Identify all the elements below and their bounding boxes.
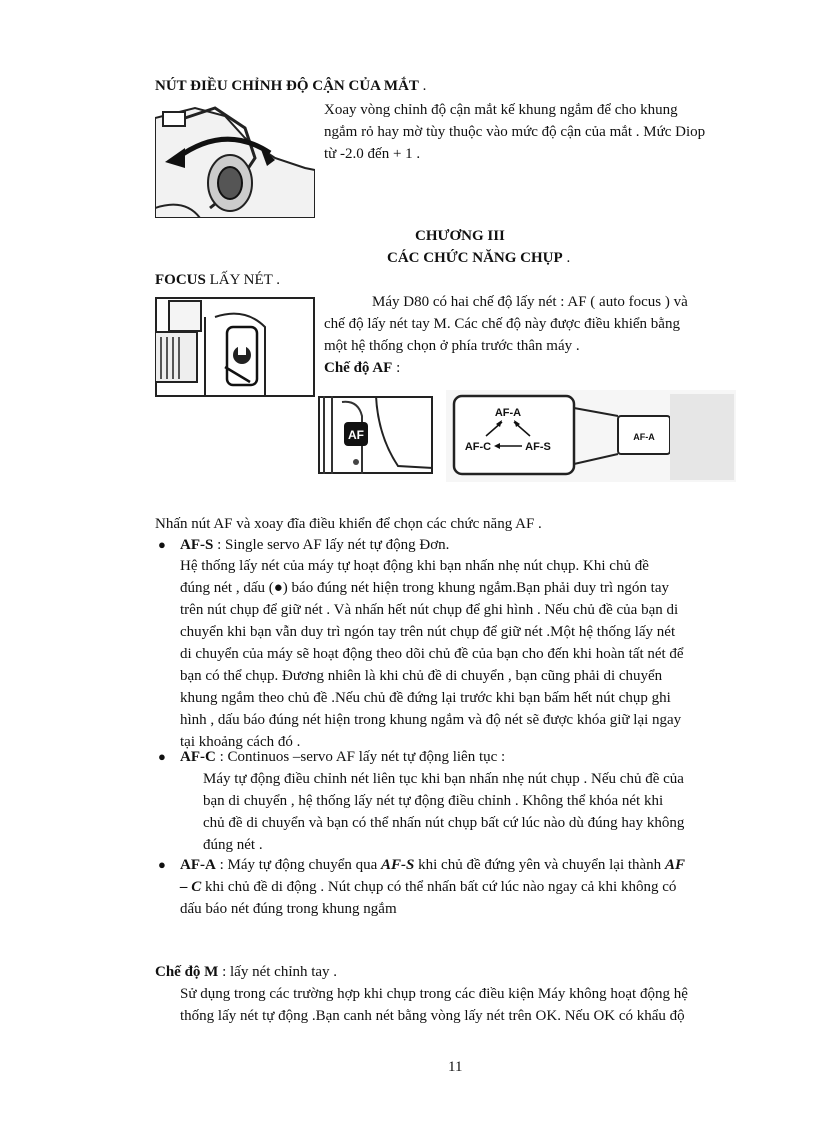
afa-line-3: dấu báo nét đúng trong khung ngắm [180,901,397,917]
page-number: 11 [448,1059,463,1075]
chapter-title: CÁC CHỨC NĂNG CHỤP . [387,250,571,266]
afc-line-4: đúng nét . [203,837,263,853]
focus-text-2: chế độ lấy nét tay M. Các chế độ này được điều khiển bằng [324,316,680,332]
af-mode-heading: Chế độ AF : [324,360,401,376]
cycle-af-c: AF-C [464,441,492,453]
af-button-label: AF [348,428,364,442]
diopter-text-2: ngắm rỏ hay mờ tùy thuộc vào mức độ cận của mắt . Mức Diop [324,124,706,140]
af-mode-cycle-diagram [446,390,736,482]
afa-line-2: – C khi chủ đề di động . Nút chụp có thể nhấn bất cứ lúc nào ngay cả khi không có [180,879,677,895]
afs-line-2: đúng nét , dấu (●) báo đúng nét hiện trong khung ngắm.Bạn phải duy trì ngón tay [180,580,669,596]
afs-title: AF-S : Single servo AF lấy nét tự động Đơn. [180,537,450,553]
focus-selector-illustration [155,297,315,397]
focus-heading: FOCUS LẤY NÉT . [155,272,281,288]
diopter-text-1: Xoay vòng chỉnh độ cận mắt kế khung ngắm để cho khung [324,102,678,118]
afs-line-9: tại khoảng cách đó . [180,734,301,750]
afs-line-6: bạn có thể chụp. Đương nhiên là khi chủ đề di chuyển , bạn cũng phải di chuyển [180,668,663,684]
afc-line-2: bạn di chuyển , hệ thống lấy nét tự động điều chỉnh . Không thể khóa nét khi [203,793,664,809]
bullet-afa: ● [158,857,166,872]
afs-line-5: di chuyển của máy sẽ hoạt động theo dõi chủ đề của bạn cho đến khi hoàn tất nét để [180,646,684,662]
afa-line-1: AF-A : Máy tự động chuyển qua AF-S khi chủ đề đứng yên và chuyển lại thành AF [180,857,685,873]
af-intro: Nhấn nút AF và xoay đĩa điều khiển để chọn các chức năng AF . [155,516,542,532]
focus-text-3: một hệ thống chọn ở phía trước thân máy . [324,338,580,354]
afs-line-3: trên nút chụp để giữ nét . Và nhấn hết nút chụp để ghi hình . Nếu chủ đề của bạn di [180,602,679,618]
diopter-heading: NÚT ĐIỀU CHỈNH ĐỘ CẬN CỦA MẮT . [155,78,427,94]
manual-line-2: thống lấy nét tự động .Bạn canh nét bằng vòng lấy nét trên OK. Nếu OK có khẩu độ [180,1008,685,1024]
afs-line-8: hình , dấu báo đúng nét hiện trong khung ngắm và độ nét sẽ được khóa giữ lại ngay [180,712,682,728]
afs-line-7: khung ngắm theo chủ đề .Nếu chủ đề đứng lại trước khi bạn bấm hết nút chụp ghi [180,690,671,706]
afs-line-1: Hệ thống lấy nét của máy tự hoạt động khi bạn nhấn nhẹ nút chụp. Khi chủ đề [180,558,649,574]
bullet-afc: ● [158,749,166,764]
diopter-text-3: từ -2.0 đến + 1 . [324,146,421,162]
diopter-eyepiece-illustration [155,98,315,218]
manual-line-1: Sử dụng trong các trường hợp khi chụp trong các điều kiện Máy không hoạt động hệ [180,986,688,1002]
bullet-afs: ● [158,537,166,552]
manual-heading: Chế độ M : lấy nét chỉnh tay . [155,964,338,980]
af-button-illustration [318,396,433,474]
afs-line-4: chuyển khi bạn vẫn duy trì ngón tay trên nút chụp để giữ nét .Một hệ thống lấy nét [180,624,676,640]
chapter-number: CHƯƠNG III [415,228,505,244]
cycle-af-a: AF-A [494,407,522,419]
afc-line-3: chủ đề di chuyển và bạn có thể nhấn nút chụp bất cứ lúc nào dù đúng hay không [203,815,685,831]
afc-title: AF-C : Continuos –servo AF lấy nét tự động liên tục : [180,749,506,765]
focus-text-1: Máy D80 có hai chế độ lấy nét : AF ( auto focus ) và [372,294,688,310]
cycle-af-s: AF-S [525,441,551,453]
display-af-a: AF-A [633,432,655,442]
afc-line-1: Máy tự động điều chỉnh nét liên tục khi bạn nhấn nhẹ nút chụp . Nếu chủ đề của [203,771,684,787]
